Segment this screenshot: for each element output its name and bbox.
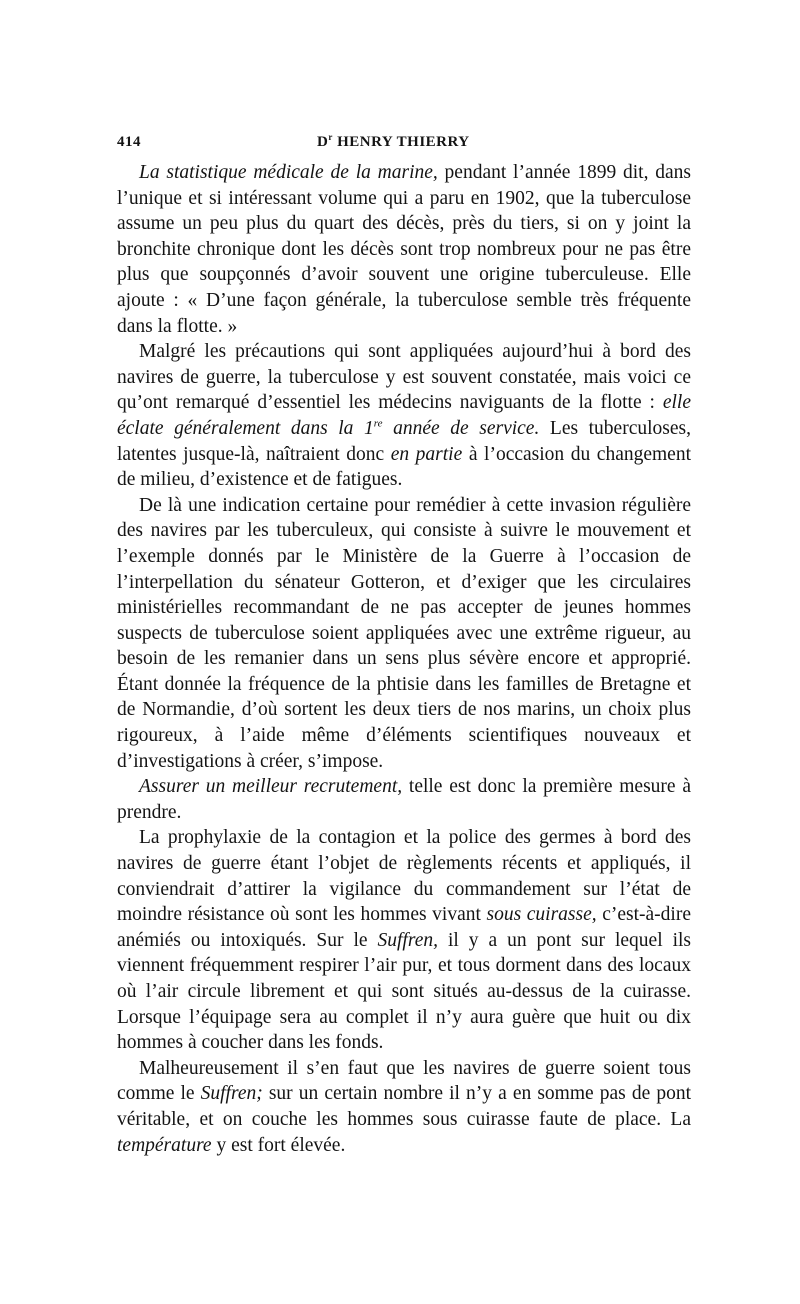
paragraph [117, 160, 691, 339]
author-prefix: D [317, 134, 329, 150]
paragraph [117, 825, 691, 1055]
page-header [117, 130, 691, 160]
italic-text: La statistique médicale de la marine, [139, 162, 438, 183]
paragraph [117, 1056, 691, 1158]
italic-text: température [117, 1134, 212, 1156]
text-run: Malgré les précautions qui sont appliquées aujourd’hui à bord des navires de guerre, la tuberculose y est souvent constatée, mais voici ce qu’ont remarqué d’essentiel les médecins naviguants de la flotte : [117, 341, 691, 414]
author-prefix-superscript: r [328, 132, 333, 142]
paragraph [117, 774, 691, 825]
italic-text: en partie [390, 443, 463, 465]
text-run: telle est donc la première mesure à prendre. [117, 776, 691, 823]
running-title [317, 134, 470, 151]
page-number: 414 [117, 134, 141, 150]
text-run: De là une indication certaine pour remédier à cette invasion régulière des navires par les tuberculeux, qui consiste à suivre le mouvement et l’exemple donnés par le Ministère de la Guerre à l’occasion de l’interpellation du sénateur Gotteron, et d’exiger que les circulaires ministérielles recommandant de ne pas accepter de jeunes hommes suspects de tuberculose soient appliquées avec une extrême rigueur, au besoin de les remanier dans un sens plus sévère encore et approprié. Étant donnée la fréquence de la phtisie dans les familles de Bretagne et de Normandie, d’où sortent les deux tiers de nos marins, un choix plus rigoureux, à l’aide même d’éléments scientifiques nouveaux et d’investigations à créer, s’impose. [117, 494, 691, 772]
text-run: La prophylaxie de la contagion et la police des germes à bord des navires de guerre étant l’objet de règlements récents et appliqués, il conviendrait d’attirer la vigilance du commandement sur l’état de moindre résistance où sont les hommes vivant [117, 827, 691, 926]
book-page [117, 130, 691, 1158]
paragraph [117, 339, 691, 493]
text-run: sur un certain nombre il n’y a en somme pas de pont véritable, et on couche les hommes sous cuirasse faute de place. La [117, 1083, 691, 1130]
text-run: y est fort élevée. [211, 1134, 346, 1156]
paragraph [117, 493, 691, 775]
italic-text: Assurer un meilleur recrutement, [139, 776, 403, 798]
body-text [117, 160, 691, 1158]
author-name: HENRY THIERRY [337, 134, 470, 150]
superscript-text: re [373, 417, 383, 430]
text-run: Les tuberculoses, latentes jusque-là, naîtraient donc [117, 417, 691, 465]
italic-text: Suffren, [377, 929, 438, 951]
italic-text: année de service. [382, 417, 540, 439]
italic-text: Suffren; [200, 1083, 263, 1105]
text-run: c’est-à-dire anémiés ou intoxiqués. Sur le [117, 904, 691, 951]
text-run: pendant l’année 1899 dit, dans l’unique et si intéressant volume qui a paru en 1902, que la tuberculose assume un peu plus du quart des décès, près du tiers, si on y joint la bronchite chronique dont les décès sont trop nombreux pour ne pas être plus que soupçonnés d’avoir souvent une origine tuberculeuse. Elle ajoute : « D’une façon générale, la tuberculose semble très fréquente dans la flotte. » [117, 162, 691, 337]
text-run: il y a un pont sur lequel ils viennent fréquemment respirer l’air pur, et tous dorment dans des locaux où l’air circule librement et qui sont situés au-dessus de la cuirasse. Lorsque l’équipage sera au complet il n’y aura guère que huit ou dix hommes à coucher dans les fonds. [117, 929, 691, 1054]
italic-text: sous cuirasse, [486, 904, 597, 926]
text-run: à l’occasion du changement de milieu, d’existence et de fatigues. [117, 443, 691, 491]
text-run: Malheureusement il s’en faut que les navires de guerre soient tous comme le [117, 1057, 691, 1105]
italic-text: elle éclate généralement dans la 1 [117, 392, 691, 439]
